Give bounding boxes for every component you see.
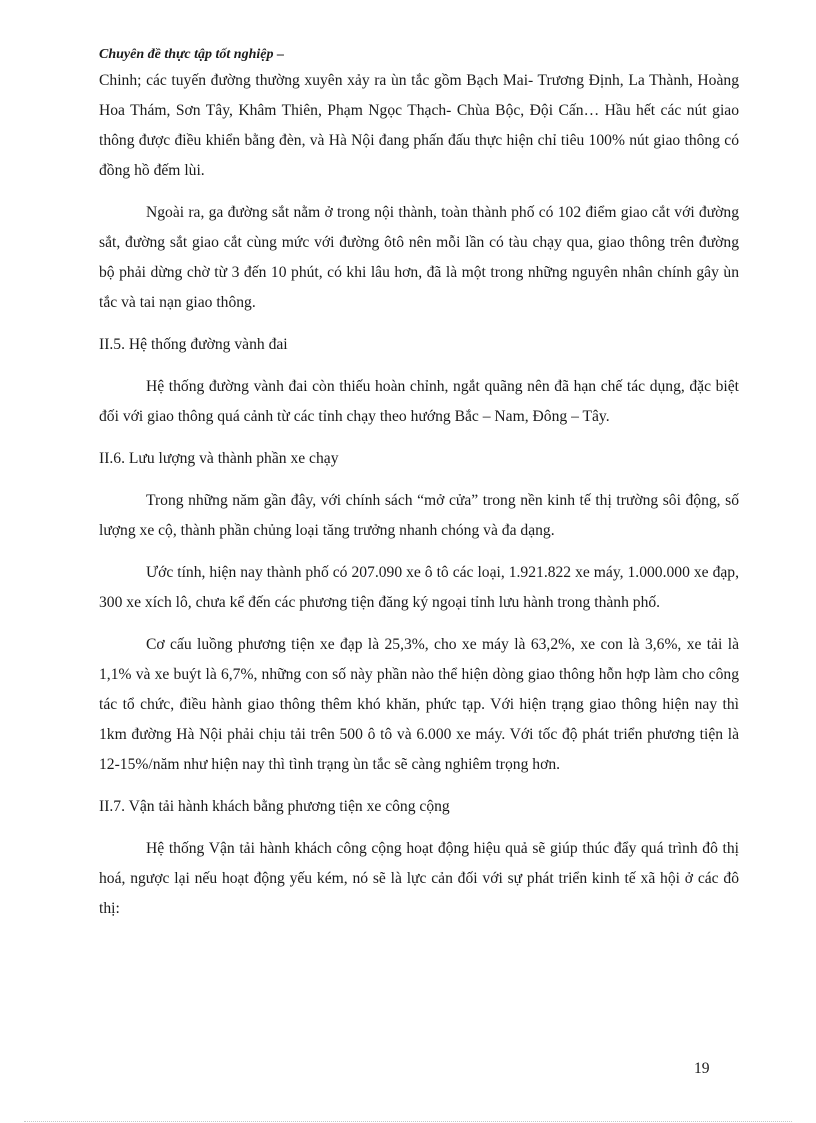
section-heading: II.6. Lưu lượng và thành phần xe chạy bbox=[99, 450, 339, 467]
paragraph: Ước tính, hiện nay thành phố có 207.090 xe ô tô các loại, 1.921.822 xe máy, 1.000.000 xe đạp, 300 xe xích lô, chưa kể đến các phương tiện đăng ký ngoại tỉnh lưu hành trong thành phố. bbox=[99, 564, 739, 611]
section-heading: II.5. Hệ thống đường vành đai bbox=[99, 336, 288, 353]
page-bottom-rule bbox=[24, 1121, 792, 1122]
page-number: 19 bbox=[694, 1060, 710, 1077]
paragraph: Cơ cấu luồng phương tiện xe đạp là 25,3%, cho xe máy là 63,2%, xe con là 3,6%, xe tải là 1,1% và xe buýt là 6,7%, những con số này phần nào thể hiện dòng giao thông hỗn hợp làm cho công tác tổ chức, điều hành giao thông thêm khó khăn, phức tạp. Với hiện trạng giao thông hiện nay thì 1km đường Hà Nội phải chịu tải trên 500 ô tô và 6.000 xe máy. Với tốc độ phát triển phương tiện là 12-15%/năm như hiện nay thì tình trạng ùn tắc sẽ càng nghiêm trọng hơn. bbox=[99, 636, 739, 773]
document-body bbox=[99, 66, 739, 936]
paragraph: Hệ thống đường vành đai còn thiếu hoàn chỉnh, ngắt quãng nên đã hạn chế tác dụng, đặc biệt đối với giao thông quá cảnh từ các tỉnh chạy theo hướng Bắc – Nam, Đông – Tây. bbox=[99, 378, 739, 425]
paragraph: Ngoài ra, ga đường sắt nằm ở trong nội thành, toàn thành phố có 102 điểm giao cắt với đường sắt, đường sắt giao cắt cùng mức với đường ôtô nên mỗi lần có tàu chạy qua, giao thông trên đường bộ phải dừng chờ từ 3 đến 10 phút, có khi lâu hơn, đã là một trong những nguyên nhân chính gây ùn tắc và tai nạn giao thông. bbox=[99, 204, 739, 311]
paragraph: Chinh; các tuyến đường thường xuyên xảy ra ùn tắc gồm Bạch Mai- Trương Định, La Thành, Hoàng Hoa Thám, Sơn Tây, Khâm Thiên, Phạm Ngọc Thạch- Chùa Bộc, Đội Cấn… Hầu hết các nút giao thông được điều khiển bằng đèn, và Hà Nội đang phấn đấu thực hiện chỉ tiêu 100% nút giao thông có đồng hồ đếm lùi. bbox=[99, 72, 739, 179]
section-heading: II.7. Vận tải hành khách bằng phương tiện xe công cộng bbox=[99, 798, 450, 815]
paragraph: Trong những năm gần đây, với chính sách “mở cửa” trong nền kinh tế thị trường sôi động, số lượng xe cộ, thành phần chủng loại tăng trưởng nhanh chóng và đa dạng. bbox=[99, 492, 739, 539]
paragraph: Hệ thống Vận tải hành khách công cộng hoạt động hiệu quả sẽ giúp thúc đẩy quá trình đô thị hoá, ngược lại nếu hoạt động yếu kém, nó sẽ là lực cản đối với sự phát triển kinh tế xã hội ở các đô thị: bbox=[99, 840, 739, 917]
running-header: Chuyên đề thực tập tốt nghiệp – bbox=[99, 47, 284, 62]
